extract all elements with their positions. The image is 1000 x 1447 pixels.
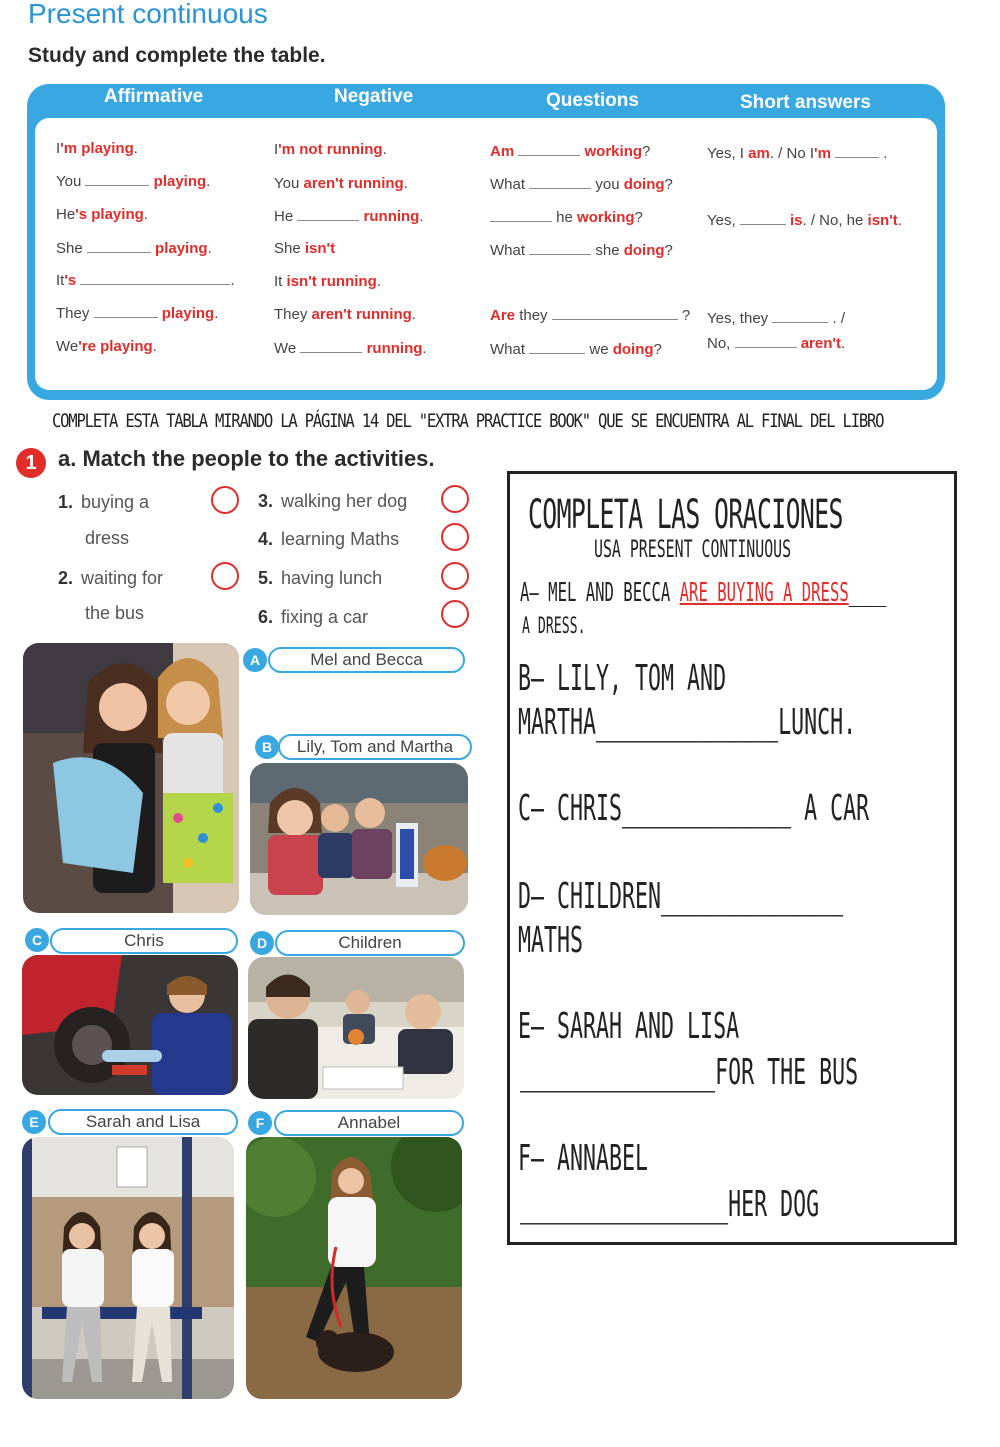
activity-2-cont: the bus bbox=[85, 603, 145, 623]
aff-row-5: It's . bbox=[56, 272, 235, 289]
photo-chris bbox=[22, 955, 238, 1095]
label-chris: Chris bbox=[50, 928, 238, 954]
photo-sarah-and-lisa bbox=[22, 1137, 234, 1399]
badge-b: B bbox=[255, 735, 279, 759]
badge-a: A bbox=[243, 648, 267, 672]
blank[interactable] bbox=[300, 343, 362, 353]
header-negative: Negative bbox=[334, 86, 414, 107]
header-affirmative: Affirmative bbox=[104, 86, 204, 107]
blank[interactable] bbox=[94, 308, 158, 318]
activity-2: 2. waiting for bbox=[58, 568, 164, 588]
neg-row-4: She isn't bbox=[274, 240, 336, 257]
badge-d: D bbox=[250, 931, 274, 955]
activity-4: 4. learning Maths bbox=[258, 529, 400, 549]
q-row-4: What she doing? bbox=[490, 242, 673, 259]
label-sarah-and-lisa: Sarah and Lisa bbox=[48, 1109, 238, 1135]
sa-row-2: Yes, is. / No, he isn't. bbox=[707, 212, 902, 229]
sentence-e-line1: E– SARAH AND LISA bbox=[518, 1006, 740, 1047]
q-row-2: What you doing? bbox=[490, 176, 673, 193]
blank[interactable] bbox=[87, 243, 151, 253]
aff-row-6: They playing. bbox=[56, 305, 219, 322]
blank[interactable] bbox=[552, 310, 678, 320]
sentence-a-answer[interactable]: ARE BUYING A DRESS bbox=[679, 578, 849, 608]
blank[interactable] bbox=[529, 179, 591, 189]
q-row-6: What we doing? bbox=[490, 341, 662, 358]
task-subtitle: USA PRESENT CONTINUOUS bbox=[594, 535, 792, 563]
blank[interactable] bbox=[518, 146, 580, 156]
sentence-d-line2: MATHS bbox=[518, 920, 584, 961]
blank[interactable] bbox=[80, 275, 230, 285]
q-row-1: Am working? bbox=[490, 143, 651, 160]
label-lily-tom-martha: Lily, Tom and Martha bbox=[278, 734, 472, 760]
sentence-b-line2: MARTHA______________LUNCH. bbox=[518, 702, 857, 743]
photo-mel-and-becca bbox=[23, 643, 239, 913]
neg-row-3: He running. bbox=[274, 208, 424, 225]
sentence-a: A– MEL AND BECCA ARE BUYING A DRESS____ bbox=[520, 578, 887, 608]
blank[interactable] bbox=[772, 313, 828, 323]
answer-circle-3[interactable] bbox=[441, 485, 469, 513]
instruction: Study and complete the table. bbox=[28, 44, 326, 67]
label-mel-and-becca: Mel and Becca bbox=[268, 647, 465, 673]
answer-circle-5[interactable] bbox=[441, 562, 469, 590]
aff-row-7: We're playing. bbox=[56, 338, 157, 355]
sa-row-4: No, aren't. bbox=[707, 335, 846, 352]
neg-row-2: You aren't running. bbox=[274, 175, 408, 192]
q-row-3: he working? bbox=[490, 209, 643, 226]
exercise-title: a. Match the people to the activities. bbox=[58, 446, 435, 471]
neg-row-5: It isn't running. bbox=[274, 273, 381, 290]
sa-row-3: Yes, they . / bbox=[707, 310, 846, 327]
sentence-a-line2: A DRESS. bbox=[522, 614, 586, 639]
blank[interactable] bbox=[529, 344, 585, 354]
answer-circle-6[interactable] bbox=[441, 600, 469, 628]
blank[interactable] bbox=[85, 176, 149, 186]
blank[interactable] bbox=[735, 338, 797, 348]
activity-3: 3. walking her dog bbox=[258, 491, 408, 511]
sentence-f-line1: F– ANNABEL bbox=[518, 1138, 649, 1179]
activity-5: 5. having lunch bbox=[258, 568, 383, 588]
neg-row-6: They aren't running. bbox=[274, 306, 416, 323]
aff-row-3: He's playing. bbox=[56, 206, 148, 223]
label-children: Children bbox=[275, 930, 465, 956]
activity-1-cont: dress bbox=[85, 528, 130, 548]
activity-6: 6. fixing a car bbox=[258, 607, 369, 627]
sentence-d-line1: D– CHILDREN______________ bbox=[518, 876, 844, 917]
aff-row-4: She playing. bbox=[56, 240, 212, 257]
badge-f: F bbox=[248, 1111, 272, 1135]
blank[interactable] bbox=[740, 215, 786, 225]
photo-lily-tom-martha bbox=[250, 763, 468, 915]
header-questions: Questions bbox=[546, 90, 639, 111]
instruction-note: COMPLETA ESTA TABLA MIRANDO LA PÁGINA 14 DEL "EXTRA PRACTICE BOOK" QUE SE ENCUENTRA AL FINAL DEL LIBRO bbox=[52, 410, 884, 432]
blank[interactable] bbox=[529, 245, 591, 255]
q-row-5: Are they ? bbox=[490, 307, 691, 324]
label-annabel: Annabel bbox=[274, 1110, 464, 1136]
aff-row-1: I'm playing. bbox=[56, 140, 138, 157]
sentence-c: C– CHRIS_____________ A CAR bbox=[518, 788, 870, 829]
page-title: Present continuous bbox=[28, 0, 268, 29]
sentence-e-line2: _______________FOR THE BUS bbox=[520, 1052, 859, 1093]
blank[interactable] bbox=[490, 212, 552, 222]
sa-row-1: Yes, I am. / No I'm . bbox=[707, 145, 888, 162]
sentence-b-line1: B– LILY, TOM AND bbox=[518, 658, 727, 699]
answer-circle-1[interactable] bbox=[211, 486, 239, 514]
neg-row-1: I'm not running. bbox=[274, 141, 387, 158]
sentence-f-line2: ________________HER DOG bbox=[520, 1184, 820, 1225]
blank[interactable] bbox=[835, 148, 879, 158]
photo-children bbox=[248, 957, 464, 1099]
task-title: COMPLETA LAS ORACIONES bbox=[528, 492, 843, 538]
header-short-answers: Short answers bbox=[740, 92, 871, 113]
neg-row-7: We running. bbox=[274, 340, 427, 357]
photo-annabel bbox=[246, 1137, 462, 1399]
badge-e: E bbox=[22, 1110, 46, 1134]
activity-1: 1. buying a bbox=[58, 492, 150, 512]
answer-circle-4[interactable] bbox=[441, 523, 469, 551]
blank[interactable] bbox=[297, 211, 359, 221]
badge-c: C bbox=[25, 928, 49, 952]
aff-row-2: You playing. bbox=[56, 173, 211, 190]
exercise-number-badge: 1 bbox=[16, 448, 46, 478]
answer-circle-2[interactable] bbox=[211, 562, 239, 590]
